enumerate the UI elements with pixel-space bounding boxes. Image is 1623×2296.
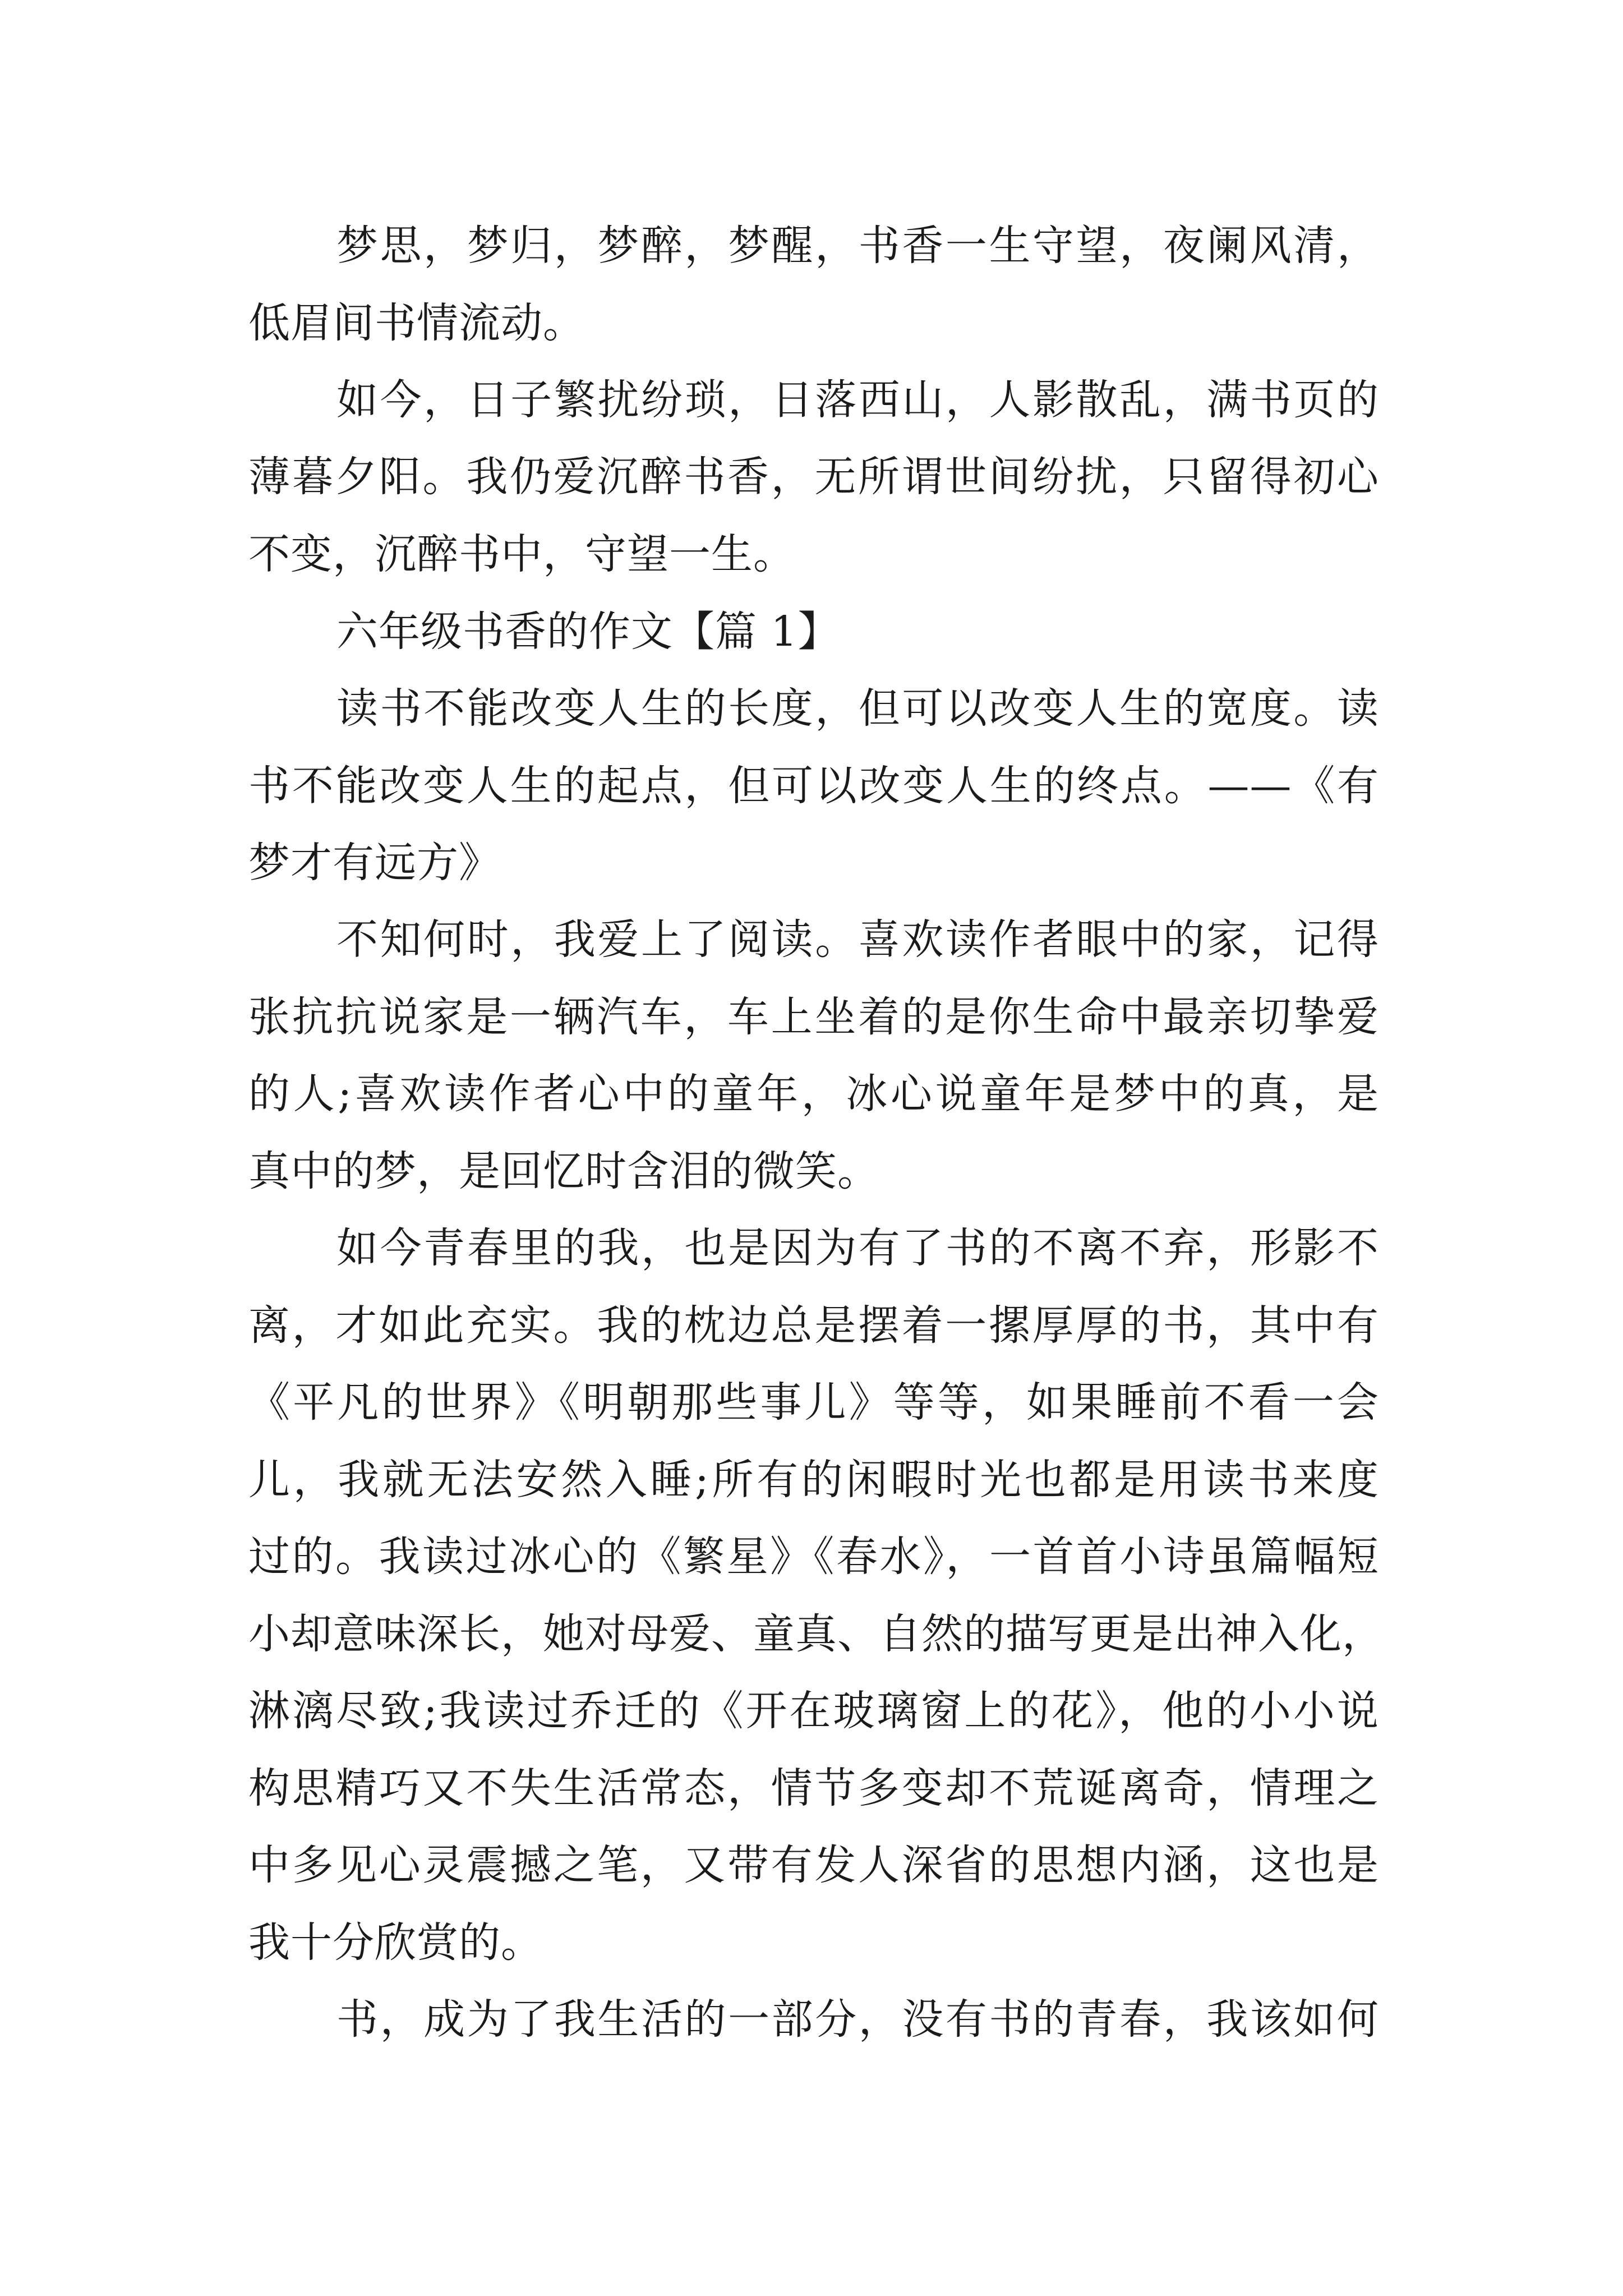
paragraph-line: 读书不能改变人生的长度，但可以改变人生的宽度。读 — [336, 684, 1379, 733]
paragraph-line: 构思精巧又不失生活常态，情节多变却不荒诞离奇，情理之 — [248, 1764, 1379, 1812]
paragraph-line: 我十分欣赏的。 — [248, 1918, 543, 1967]
paragraph-line: 中多见心灵震撼之笔，又带有发人深省的思想内涵，这也是 — [248, 1841, 1379, 1889]
paragraph-line: 梦才有远方》 — [248, 839, 501, 887]
paragraph-line: 过的。我读过冰心的《繁星》《春水》，一首首小诗虽篇幅短 — [248, 1533, 1379, 1581]
paragraph-line: 薄暮夕阳。我仍爱沉醉书香，无所谓世间纷扰，只留得初心 — [248, 453, 1379, 501]
paragraph-line: 书，成为了我生活的一部分，没有书的青春，我该如何 — [336, 1995, 1379, 2044]
paragraph-line: 张抗抗说家是一辆汽车，车上坐着的是你生命中最亲切挚爱 — [248, 993, 1379, 1041]
paragraph-line: 儿，我就无法安然入睡;所有的闲暇时光也都是用读书来度 — [248, 1456, 1379, 1504]
paragraph-line: 淋漓尽致;我读过乔迁的《开在玻璃窗上的花》，他的小小说 — [248, 1687, 1379, 1735]
paragraph-line: 离，才如此充实。我的枕边总是摆着一摞厚厚的书，其中有 — [248, 1301, 1379, 1350]
paragraph-line: 如今青春里的我，也是因为有了书的不离不弃，形影不 — [336, 1224, 1379, 1272]
paragraph-line: 如今，日子繁扰纷琐，日落西山，人影散乱，满书页的 — [336, 376, 1379, 424]
paragraph-line: 的人;喜欢读作者心中的童年，冰心说童年是梦中的真，是 — [248, 1070, 1379, 1118]
paragraph-line: 小却意味深长，她对母爱、童真、自然的描写更是出神入化， — [248, 1610, 1384, 1658]
paragraph-line: 《平凡的世界》《明朝那些事儿》等等，如果睡前不看一会 — [248, 1378, 1379, 1427]
section-heading: 六年级书香的作文【篇 1】 — [336, 608, 840, 656]
paragraph-line: 书不能改变人生的起点，但可以改变人生的终点。——《有 — [248, 762, 1379, 810]
paragraph-line: 不知何时，我爱上了阅读。喜欢读作者眼中的家，记得 — [336, 915, 1379, 964]
paragraph-line: 梦思，梦归，梦醉，梦醒，书香一生守望，夜阑风清， — [336, 222, 1379, 270]
paragraph-line: 真中的梦，是回忆时含泪的微笑。 — [248, 1147, 879, 1195]
paragraph-line: 不变，沉醉书中，守望一生。 — [248, 530, 795, 578]
paragraph-line: 低眉间书情流动。 — [248, 299, 585, 347]
